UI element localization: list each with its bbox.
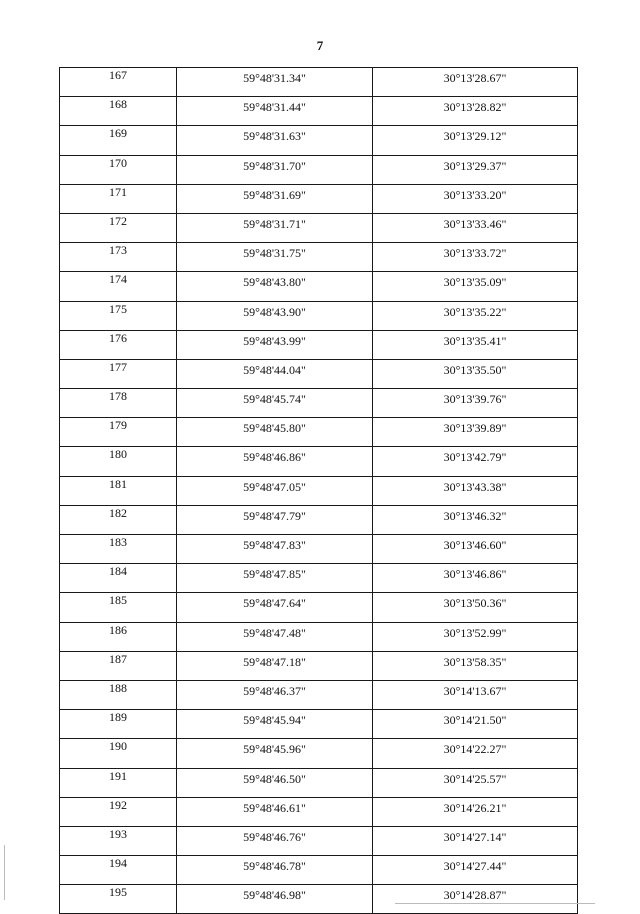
latitude-cell: 59°48'47.18" [177, 651, 373, 680]
latitude-cell: 59°48'45.94" [177, 710, 373, 739]
table-row [60, 826, 578, 855]
latitude-cell: 59°48'46.86" [177, 447, 373, 476]
point-number-cell: 179 [60, 418, 177, 447]
point-number-cell: 192 [60, 797, 177, 826]
latitude-cell: 59°48'43.99" [177, 330, 373, 359]
point-number-cell: 187 [60, 651, 177, 680]
longitude-cell: 30°13'33.20" [373, 184, 578, 213]
table-row [60, 155, 578, 184]
table-row [60, 768, 578, 797]
latitude-cell: 59°48'46.50" [177, 768, 373, 797]
point-number-cell: 185 [60, 593, 177, 622]
latitude-cell: 59°48'31.69" [177, 184, 373, 213]
point-number-cell: 189 [60, 710, 177, 739]
longitude-cell: 30°13'39.76" [373, 389, 578, 418]
point-number-cell: 171 [60, 184, 177, 213]
longitude-cell: 30°14'22.27" [373, 739, 578, 768]
longitude-cell: 30°13'29.37" [373, 155, 578, 184]
longitude-cell: 30°13'35.50" [373, 359, 578, 388]
point-number-cell: 167 [60, 68, 177, 97]
point-number-cell: 168 [60, 97, 177, 126]
page-number: 7 [316, 38, 324, 53]
point-number-cell: 169 [60, 126, 177, 155]
point-number-cell: 181 [60, 476, 177, 505]
scan-artifact-bottom [395, 903, 595, 904]
latitude-cell: 59°48'46.37" [177, 680, 373, 709]
table-row [60, 680, 578, 709]
point-number-cell: 178 [60, 389, 177, 418]
latitude-cell: 59°48'46.61" [177, 797, 373, 826]
table-row [60, 418, 578, 447]
table-row [60, 476, 578, 505]
table-row [60, 505, 578, 534]
latitude-cell: 59°48'47.64" [177, 593, 373, 622]
table-row [60, 389, 578, 418]
point-number-cell: 174 [60, 272, 177, 301]
latitude-cell: 59°48'43.80" [177, 272, 373, 301]
coordinates-table [59, 67, 578, 914]
table-row [60, 68, 578, 97]
table-row [60, 535, 578, 564]
point-number-cell: 186 [60, 622, 177, 651]
table-row [60, 710, 578, 739]
point-number-cell: 190 [60, 739, 177, 768]
latitude-cell: 59°48'44.04" [177, 359, 373, 388]
longitude-cell: 30°13'29.12" [373, 126, 578, 155]
longitude-cell: 30°13'35.22" [373, 301, 578, 330]
longitude-cell: 30°14'26.21" [373, 797, 578, 826]
latitude-cell: 59°48'46.98" [177, 885, 373, 914]
longitude-cell: 30°13'28.82" [373, 97, 578, 126]
table-row [60, 184, 578, 213]
longitude-cell: 30°13'46.60" [373, 535, 578, 564]
longitude-cell: 30°14'13.67" [373, 680, 578, 709]
point-number-cell: 188 [60, 680, 177, 709]
longitude-cell: 30°13'52.99" [373, 622, 578, 651]
longitude-cell: 30°13'28.67" [373, 68, 578, 97]
latitude-cell: 59°48'31.63" [177, 126, 373, 155]
coordinates-table-body [60, 68, 578, 914]
table-row [60, 243, 578, 272]
longitude-cell: 30°13'50.36" [373, 593, 578, 622]
point-number-cell: 175 [60, 301, 177, 330]
longitude-cell: 30°14'28.87" [373, 885, 578, 914]
point-number-cell: 183 [60, 535, 177, 564]
latitude-cell: 59°48'31.75" [177, 243, 373, 272]
latitude-cell: 59°48'31.34" [177, 68, 373, 97]
latitude-cell: 59°48'31.44" [177, 97, 373, 126]
scan-artifact-left [4, 845, 5, 900]
longitude-cell: 30°13'33.72" [373, 243, 578, 272]
table-row [60, 272, 578, 301]
latitude-cell: 59°48'45.96" [177, 739, 373, 768]
latitude-cell: 59°48'45.74" [177, 389, 373, 418]
point-number-cell: 180 [60, 447, 177, 476]
point-number-cell: 177 [60, 359, 177, 388]
latitude-cell: 59°48'47.83" [177, 535, 373, 564]
longitude-cell: 30°13'35.41" [373, 330, 578, 359]
point-number-cell: 194 [60, 856, 177, 885]
table-row [60, 622, 578, 651]
table-row [60, 651, 578, 680]
point-number-cell: 195 [60, 885, 177, 914]
longitude-cell: 30°13'46.86" [373, 564, 578, 593]
longitude-cell: 30°14'27.14" [373, 826, 578, 855]
table-row [60, 126, 578, 155]
longitude-cell: 30°13'58.35" [373, 651, 578, 680]
latitude-cell: 59°48'46.78" [177, 856, 373, 885]
longitude-cell: 30°13'39.89" [373, 418, 578, 447]
latitude-cell: 59°48'31.71" [177, 213, 373, 242]
table-row [60, 593, 578, 622]
point-number-cell: 176 [60, 330, 177, 359]
latitude-cell: 59°48'47.48" [177, 622, 373, 651]
table-row [60, 739, 578, 768]
table-row [60, 213, 578, 242]
latitude-cell: 59°48'47.05" [177, 476, 373, 505]
longitude-cell: 30°14'25.57" [373, 768, 578, 797]
longitude-cell: 30°13'46.32" [373, 505, 578, 534]
longitude-cell: 30°14'27.44" [373, 856, 578, 885]
latitude-cell: 59°48'47.85" [177, 564, 373, 593]
table-row [60, 885, 578, 914]
point-number-cell: 191 [60, 768, 177, 797]
table-row [60, 330, 578, 359]
table-row [60, 564, 578, 593]
point-number-cell: 184 [60, 564, 177, 593]
latitude-cell: 59°48'45.80" [177, 418, 373, 447]
table-row [60, 301, 578, 330]
table-row [60, 856, 578, 885]
table-row [60, 447, 578, 476]
point-number-cell: 193 [60, 826, 177, 855]
point-number-cell: 173 [60, 243, 177, 272]
longitude-cell: 30°13'42.79" [373, 447, 578, 476]
point-number-cell: 182 [60, 505, 177, 534]
latitude-cell: 59°48'31.70" [177, 155, 373, 184]
table-row [60, 797, 578, 826]
point-number-cell: 170 [60, 155, 177, 184]
latitude-cell: 59°48'47.79" [177, 505, 373, 534]
longitude-cell: 30°14'21.50" [373, 710, 578, 739]
table-row [60, 359, 578, 388]
latitude-cell: 59°48'46.76" [177, 826, 373, 855]
point-number-cell: 172 [60, 213, 177, 242]
table-row [60, 97, 578, 126]
longitude-cell: 30°13'35.09" [373, 272, 578, 301]
latitude-cell: 59°48'43.90" [177, 301, 373, 330]
longitude-cell: 30°13'33.46" [373, 213, 578, 242]
longitude-cell: 30°13'43.38" [373, 476, 578, 505]
